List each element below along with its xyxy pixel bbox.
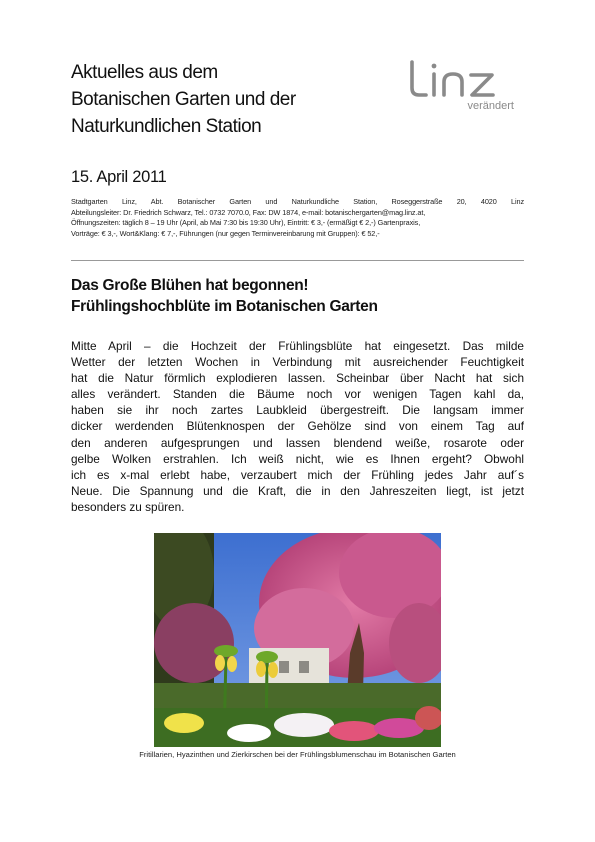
body-line: ich es x-mal erlebt habe, verzaubert mich der Frühling jedes Jahr auf´s (71, 467, 524, 482)
newsletter-title (71, 59, 391, 140)
body-line: alles verändert. Standen die Bäume noch vor wenigen Tagen kahl da, (71, 387, 524, 402)
issue-date: 15. April 2011 (71, 168, 167, 186)
contact-line-address: Stadtgarten Linz, Abt. Botanischer Garten und Naturkundliche Station, Roseggerstraße 20, 4020 Linz (71, 197, 524, 206)
article-body (71, 338, 524, 515)
contact-block (71, 197, 524, 239)
logo-tagline: verändert (467, 100, 514, 112)
title-line-2: Botanischen Garten und der (71, 89, 296, 110)
body-line: Neue. Die Spannung und die Kraft, die in den Jahreszeiten liegt, ist jetzt (71, 483, 524, 498)
contact-line-manager: Abteilungsleiter: Dr. Friedrich Schwarz, Tel.: 0732 7070.0, Fax: DW 1874, e-mail: botanischergarten@mag.linz.at, (71, 207, 426, 217)
title-line-3: Naturkundlichen Station (71, 116, 262, 137)
body-line: besonders zu spüren. (71, 499, 185, 514)
contact-line-hours: Öffnungszeiten: täglich 8 – 19 Uhr (April, ab Mai 7:30 bis 19:30 Uhr), Eintritt: € 3,- (ermäßigt € 2,-) Gartenpraxis, (71, 218, 421, 228)
body-line: Wetter der letzten Wochen in Verbindung mit ausreichender Feuchtigkeit (71, 355, 524, 370)
article-headline (71, 275, 524, 317)
linz-logo (404, 60, 514, 114)
body-line: haben sie ihr noch zartes Laubkleid übergestreift. Die langsam immer (71, 403, 524, 418)
photo-caption: Fritillarien, Hyazinthen und Zierkirschen bei der Frühlingsblumenschau im Botanischen Garten (139, 750, 456, 759)
title-line-1: Aktuelles aus dem (71, 62, 218, 83)
garden-photo (154, 533, 441, 747)
body-line: den anderen aufgesprungen und lassen blendend weiße, rosarote oder (71, 435, 524, 450)
body-line: hat die Natur förmlich explodieren lassen. Scheinbar über Nacht hat sich (71, 371, 524, 386)
section-divider (71, 260, 524, 261)
headline-line-2: Frühlingshochblüte im Botanischen Garten (71, 298, 378, 315)
body-line: Mitte April – die Hochzeit der Frühlingsblüte hat eingesetzt. Das milde (71, 339, 524, 353)
contact-line-prices: Vorträge: € 3,-, Wort&Klang: € 7,-, Führungen (nur gegen Terminvereinbarung mit Gruppen): € 52,- (71, 228, 380, 238)
body-line: dicker werdenden Blütenknospen der Gehölze sind von einem Tag auf (71, 419, 524, 434)
body-line: gelbe Wolken erstrahlen. Ich weiß nicht, wie es Ihnen ergeht? Obwohl (71, 451, 524, 466)
headline-line-1: Das Große Blühen hat begonnen! (71, 277, 309, 294)
